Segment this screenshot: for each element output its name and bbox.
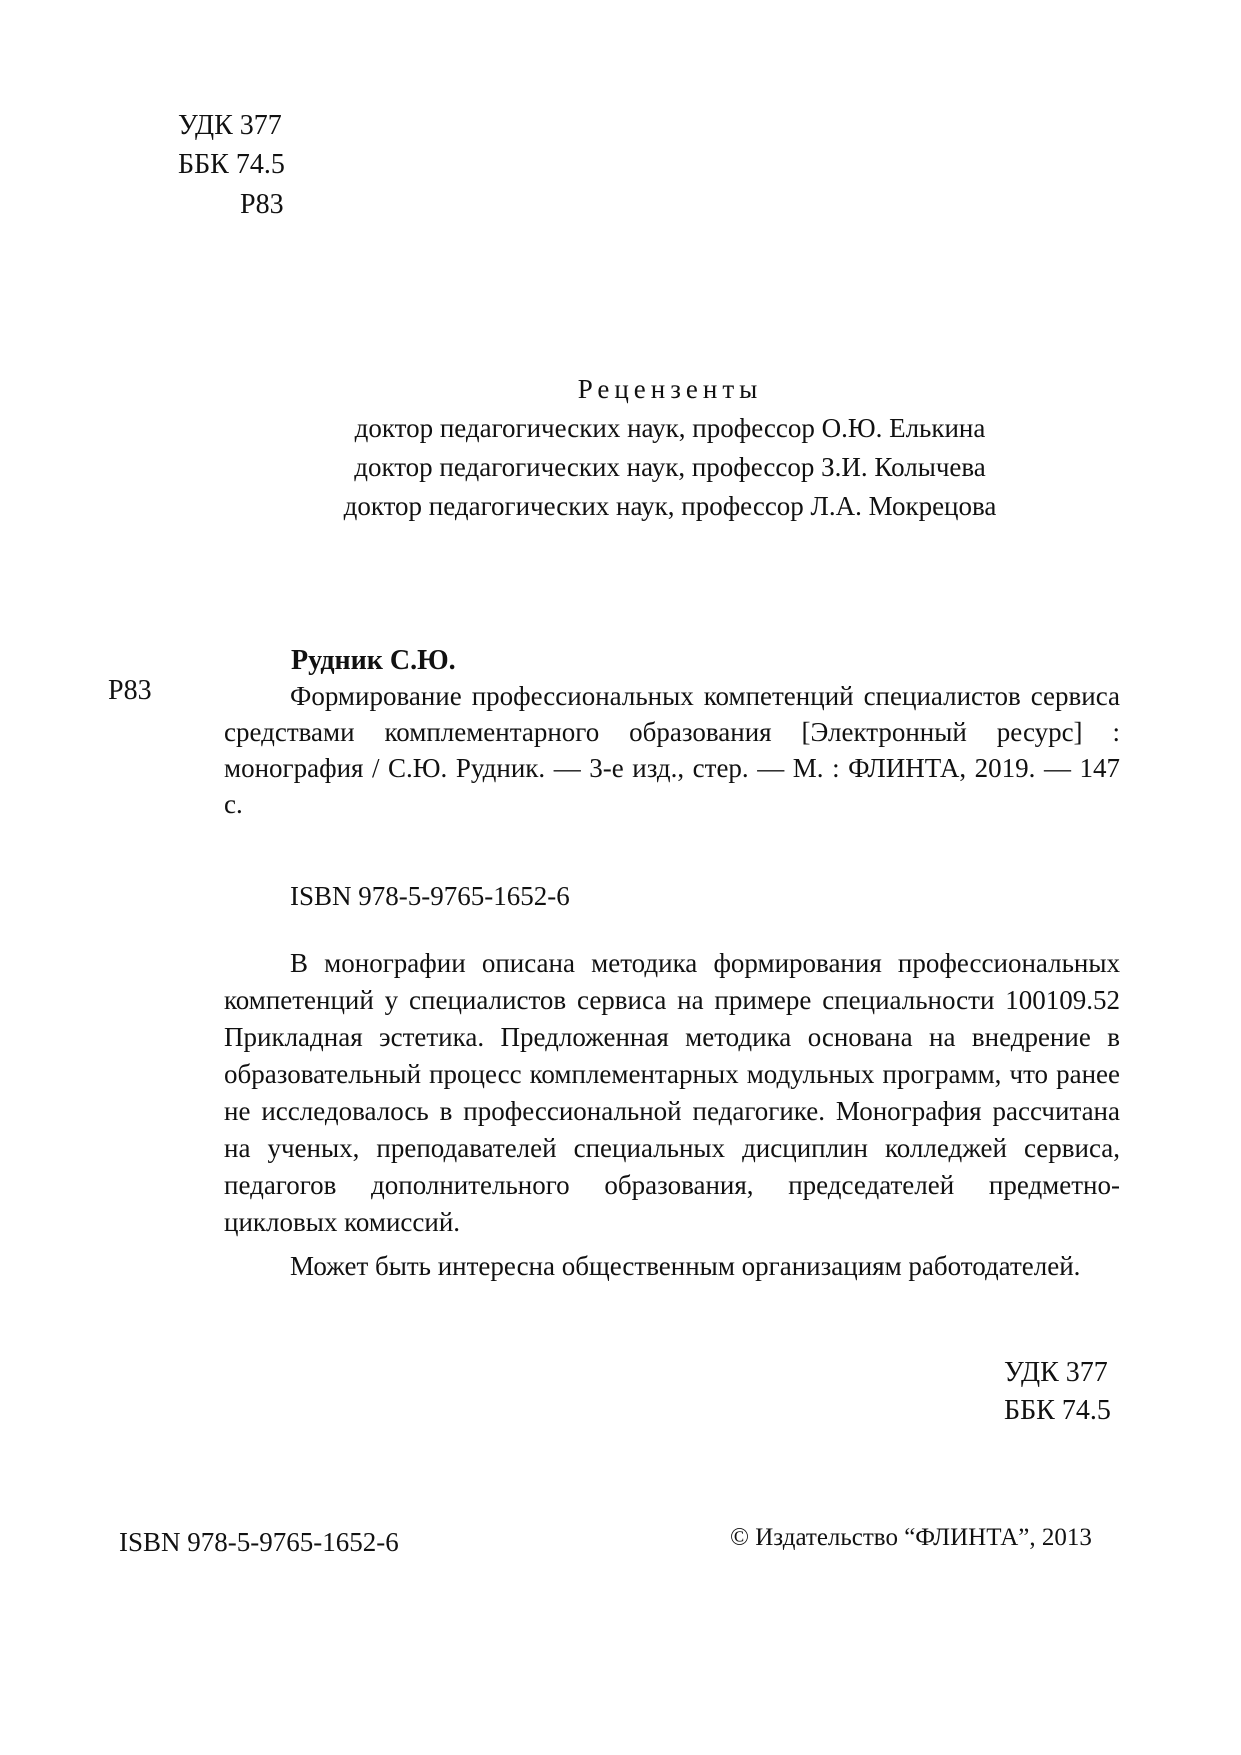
reviewer-item: доктор педагогических наук, профессор З.И. Колычева: [354, 452, 986, 482]
bibliographic-description: Формирование профессиональных компетенций специалистов сервиса средствами комплементарного образования [Электронный ресурс] : монография / С.Ю. Рудник. — 3-е изд., стер. — М. : ФЛИНТА, 2019. — 147 с.: [224, 681, 1120, 819]
annotation-extra-text: Может быть интересна общественным организациям работодателей.: [290, 1251, 1081, 1281]
reviewer-item: доктор педагогических наук, профессор Л.А. Мокрецова: [343, 491, 997, 521]
bottom-udk-code: УДК 377: [1004, 1357, 1108, 1388]
reviewer-item: доктор педагогических наук, профессор О.Ю. Елькина: [354, 413, 986, 443]
author-name: Рудник С.Ю.: [291, 645, 456, 676]
isbn-main: ISBN 978-5-9765-1652-6: [290, 881, 570, 911]
reviewers-block: [300, 370, 1040, 526]
reviewers-heading: Рецензенты: [577, 374, 763, 404]
copyright-notice: © Издательство “ФЛИНТА”, 2013: [730, 1524, 1092, 1551]
annotation-text: В монографии описана методика формирования профессиональных компетенций у специалистов сервиса на примере специальности 100109.52 Прикладная эстетика. Предложенная методика основана на внедрение в образовательный процесс комплементарных модульных программ, что ранее не исследовалось в профессиональной педагогике. Монография рассчитана на ученых, преподавателей специальных дисциплин колледжей сервиса, педагогов дополнительного образования, председателей предметно-цикловых комиссий.: [224, 948, 1120, 1237]
bottom-bbk-code: ББК 74.5: [1004, 1395, 1111, 1426]
footer-isbn: ISBN 978-5-9765-1652-6: [119, 1527, 399, 1557]
top-udk-code: УДК 377: [178, 110, 282, 141]
top-author-code: Р83: [240, 189, 284, 220]
top-bbk-code: ББК 74.5: [178, 149, 285, 180]
side-author-code: Р83: [108, 675, 152, 706]
